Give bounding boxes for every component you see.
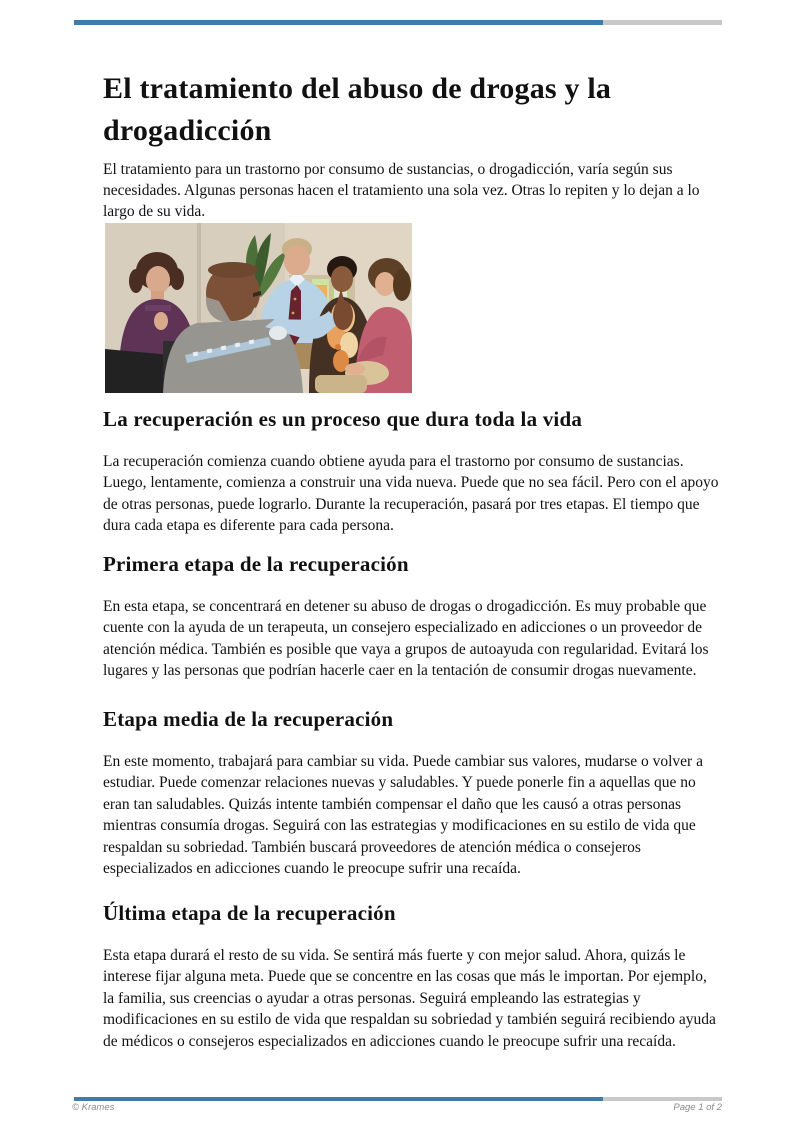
section-heading: Etapa media de la recuperación [103,707,394,731]
group-therapy-photo [105,223,412,393]
section-body: En este momento, trabajará para cambiar su vida. Puede cambiar sus valores, mudarse o volver a estudiar. Puede comenzar relaciones nuevas y saludables. Y puede ponerle fin a aquellas que no eran tan saludables. Quizás intente también compensar el daño que les causó a otras personas mientras consumía drogas. Seguirá con las estrategias y modificaciones en su estilo de vida que respaldan su sobriedad. También buscará proveedores de atención médica o consejeros especializados en adicciones cuando le preocupe sufrir una recaída. [103,753,703,878]
top-rule-gray-segment [603,20,722,25]
footer-rule [74,1097,722,1101]
section-heading: Primera etapa de la recuperación [103,552,409,576]
section-heading: Última etapa de la recuperación [103,901,396,925]
footer-rule-gray-segment [603,1097,722,1101]
section-last-stage [103,899,721,1052]
section-body: La recuperación comienza cuando obtiene ayuda para el trastorno por consumo de sustancias. Luego, lentamente, comienza a construir una vida nueva. Puede que no sea fácil. Pero con el apoyo de otras personas, puede lograrlo. Durante la recuperación, pasará por tres etapas. El tiempo que dura cada etapa es diferente para cada persona. [103,453,719,535]
page-title: El tratamiento del abuso de drogas y la drogadicción [103,72,612,148]
footer-rule-blue-segment [74,1097,603,1101]
top-rule [74,20,722,25]
footer-page-number: Page 1 of 2 [673,1102,722,1113]
intro-paragraph: El tratamiento para un trastorno por consumo de sustancias, o drogadicción, varía según sus necesidades. Algunas personas hacen el tratamiento una sola vez. Otras lo repiten y lo dejan a lo largo de su vida. [103,160,700,221]
section-first-stage [103,550,721,682]
section-body: En esta etapa, se concentrará en detener su abuso de drogas o drogadicción. Es muy probable que cuente con la ayuda de un terapeuta, un consejero especializado en adicciones o un proveedor de atención médica. También es posible que vaya a grupos de autoayuda con regularidad. Evitará los lugares y las personas que podrían hacerle caer en la tentación de consumir drogas nuevamente. [103,598,709,680]
section-heading: La recuperación es un proceso que dura toda la vida [103,407,583,431]
section-recovery-lifelong [103,405,721,537]
section-middle-stage [103,705,721,879]
footer-copyright: © Krames [72,1102,115,1113]
top-rule-blue-segment [74,20,603,25]
section-body: Esta etapa durará el resto de su vida. Se sentirá más fuerte y con mejor salud. Ahora, quizás le interese fijar alguna meta. Puede que se concentre en las cosas que más le importan. Por ejemplo, la familia, sus creencias o ayudar a otras personas. Seguirá empleando las estrategias y modificaciones en su estilo de vida que respaldan su sobriedad y también seguirá recibiendo ayuda de médicos o consejeros especializados en adicciones cuando le preocupe sufrir una recaída. [103,947,716,1050]
